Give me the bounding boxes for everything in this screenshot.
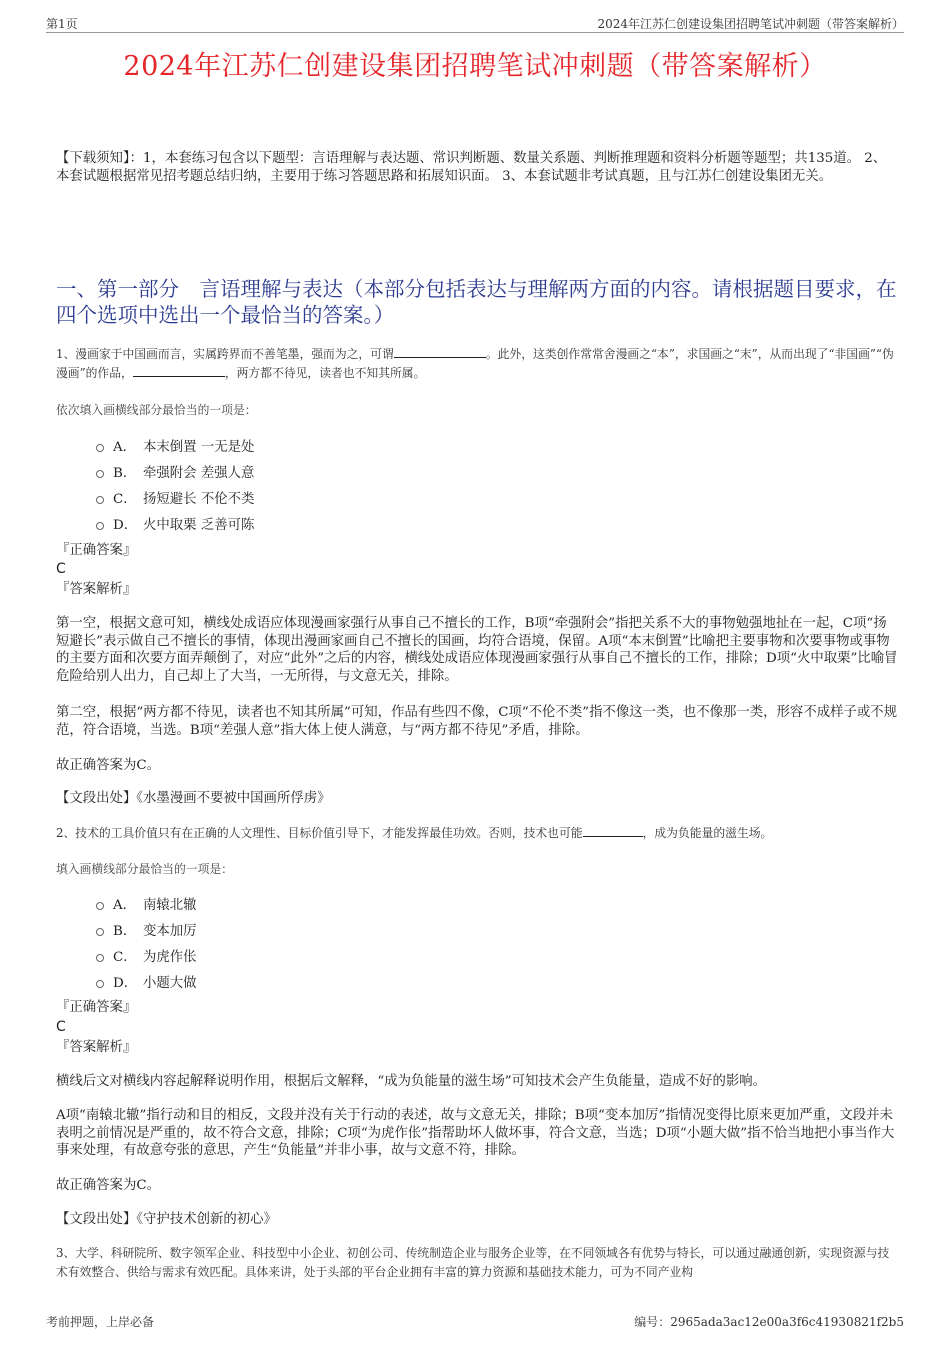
option-b[interactable] — [96, 458, 254, 484]
source-citation: 【文段出处】《守护技术创新的初心》 — [56, 1212, 277, 1227]
option-text: 为虎作伥 — [143, 949, 197, 965]
question-2-prompt: 填入画横线部分最恰当的一项是： — [56, 862, 233, 876]
download-notice: 【下载须知】：1，本套练习包含以下题型：言语理解与表达题、常识判断题、数量关系题、判断推理题和资料分析题等题型；共135道。 2、本套试题根据常见招考题总结归纳，主要用于练习答题思路和拓展知识面。 3、本套试题非考试真题，且与江苏仁创建设集团无关。 — [56, 151, 887, 184]
analysis-paragraph: 第一空，根据文意可知，横线处成语应体现漫画家强行从事自己不擅长的工作，B项“牵强附会”指把关系不大的事物勉强地扯在一起，C项“扬短避长”表示做自己不擅长的事情，体现出漫画家画自己不擅长的国画，均符合语境，保留。A项“本末倒置”比喻把主要事物和次要事物或事物的主要方面和次要方面弄颠倒了，对应“此外”之后的内容，横线处成语应体现漫画家强行从事自己不擅长的工作，排除；D项“火中取栗”比喻冒危险给别人出力，自己却上了大当，一无所得，与文意无关，排除。 — [56, 616, 898, 684]
question-text: 2、技术的工具价值只有在正确的人文理性、目标价值引导下，才能发挥最佳功效。否则，技术也可能 — [56, 826, 583, 840]
code-label: 编号： — [634, 1315, 671, 1329]
option-d[interactable] — [96, 968, 197, 994]
radio-icon[interactable] — [96, 902, 104, 910]
option-text: 扬短避长 不伦不类 — [143, 491, 255, 507]
header-doc-title: 2024年江苏仁创建设集团招聘笔试冲刺题（带答案解析） — [597, 17, 904, 31]
answer-label: 『正确答案』 — [56, 543, 137, 558]
fill-blank — [133, 366, 225, 377]
question-1-prompt: 依次填入画横线部分最恰当的一项是： — [56, 403, 257, 417]
radio-icon[interactable] — [96, 980, 104, 988]
option-letter: D． — [113, 517, 138, 533]
section-title: 一、第一部分 言语理解与表达（本部分包括表达与理解两方面的内容。请根据题目要求，在四个选项中选出一个最恰当的答案。） — [56, 277, 897, 327]
page-number: 第1页 — [46, 17, 78, 31]
option-letter: B． — [113, 465, 137, 481]
option-letter: A． — [113, 897, 137, 913]
document-title: 2024年江苏仁创建设集团招聘笔试冲刺题（带答案解析） — [123, 51, 827, 82]
option-a[interactable] — [96, 432, 254, 458]
option-c[interactable] — [96, 484, 254, 510]
radio-icon[interactable] — [96, 954, 104, 962]
question-2-options — [96, 890, 197, 994]
analysis-paragraph: A项“南辕北辙”指行动和目的相反，文段并没有关于行动的表述，故与文意无关，排除；B项“变本加厉”指情况变得比原来更加严重，文段并未表明之前情况是严重的，故不符合文意，排除；C项“为虎作伥”指帮助坏人做坏事，符合文意，当选；D项“小题大做”指不恰当地把小事当作大事来处理，有故意夸张的意思，产生“负能量”并非小事，故与文意不符，排除。 — [56, 1108, 895, 1158]
analysis-paragraph: 横线后文对横线内容起解释说明作用，根据后文解释，“成为负能量的滋生场”可知技术会产生负能量，造成不好的影响。 — [56, 1074, 766, 1089]
option-letter: A． — [113, 439, 137, 455]
code-value: 2965ada3ac12e00a3f6c41930821f2b5 — [670, 1315, 904, 1329]
question-3-stem: 3、大学、科研院所、数字领军企业、科技型中小企业、初创公司、传统制造企业与服务企业等，在不同领域各有优势与特长，可以通过融通创新，实现资源与技术有效整合、供给与需求有效匹配。具体来讲，处于头部的平台企业拥有丰富的算力资源和基础技术能力，可为不同产业构 — [56, 1246, 890, 1279]
option-text: 小题大做 — [143, 975, 197, 991]
analysis-conclusion: 故正确答案为C。 — [56, 1178, 160, 1193]
option-letter: C． — [113, 949, 137, 965]
question-text: 1、漫画家于中国画而言，实属跨界而不善笔墨，强而为之，可谓 — [56, 347, 394, 361]
document-code — [634, 1313, 904, 1330]
question-2-stem — [56, 824, 898, 843]
analysis-label: 『答案解析』 — [56, 1040, 137, 1055]
radio-icon[interactable] — [96, 444, 104, 452]
footer-slogan: 考前押题，上岸必备 — [46, 1315, 155, 1329]
page-footer — [46, 1313, 904, 1330]
radio-icon[interactable] — [96, 470, 104, 478]
question-1-stem — [56, 345, 898, 383]
answer-label: 『正确答案』 — [56, 1000, 137, 1015]
option-text: 本末倒置 一无是处 — [143, 439, 255, 455]
option-letter: D． — [113, 975, 138, 991]
radio-icon[interactable] — [96, 522, 104, 530]
analysis-label: 『答案解析』 — [56, 582, 137, 597]
source-citation: 【文段出处】《水墨漫画不要被中国画所俘虏》 — [56, 791, 331, 806]
option-text: 变本加厉 — [143, 923, 197, 939]
correct-answer: C — [56, 1019, 66, 1035]
question-text: ，两方都不待见，读者也不知其所属。 — [224, 366, 426, 380]
option-b[interactable] — [96, 916, 197, 942]
question-1-options — [96, 432, 254, 536]
option-text: 火中取栗 乏善可陈 — [143, 517, 255, 533]
radio-icon[interactable] — [96, 496, 104, 504]
analysis-paragraph: 第二空，根据“两方都不待见，读者也不知其所属”可知，作品有些四不像，C项“不伦不类”指不像这一类，也不像那一类，形容不成样子或不规范，符合语境，当选。B项“差强人意”指大体上使人满意，与“两方都不待见”矛盾，排除。 — [56, 705, 898, 738]
question-text: 。此外，这类创作常常舍漫画之“本”，求国画之“末”，从而出现了“非国画”“伪漫画”的作品， — [56, 347, 894, 380]
fill-blank — [583, 826, 643, 837]
option-d[interactable] — [96, 510, 254, 536]
radio-icon[interactable] — [96, 928, 104, 936]
option-text: 南辕北辙 — [143, 897, 197, 913]
option-c[interactable] — [96, 942, 197, 968]
correct-answer: C — [56, 561, 66, 577]
option-letter: B． — [113, 923, 137, 939]
option-a[interactable] — [96, 890, 197, 916]
option-text: 牵强附会 差强人意 — [143, 465, 255, 481]
option-letter: C． — [113, 491, 137, 507]
fill-blank — [394, 347, 486, 358]
question-text: ，成为负能量的滋生场。 — [642, 826, 773, 840]
analysis-conclusion: 故正确答案为C。 — [56, 758, 160, 773]
page-header — [46, 14, 904, 33]
